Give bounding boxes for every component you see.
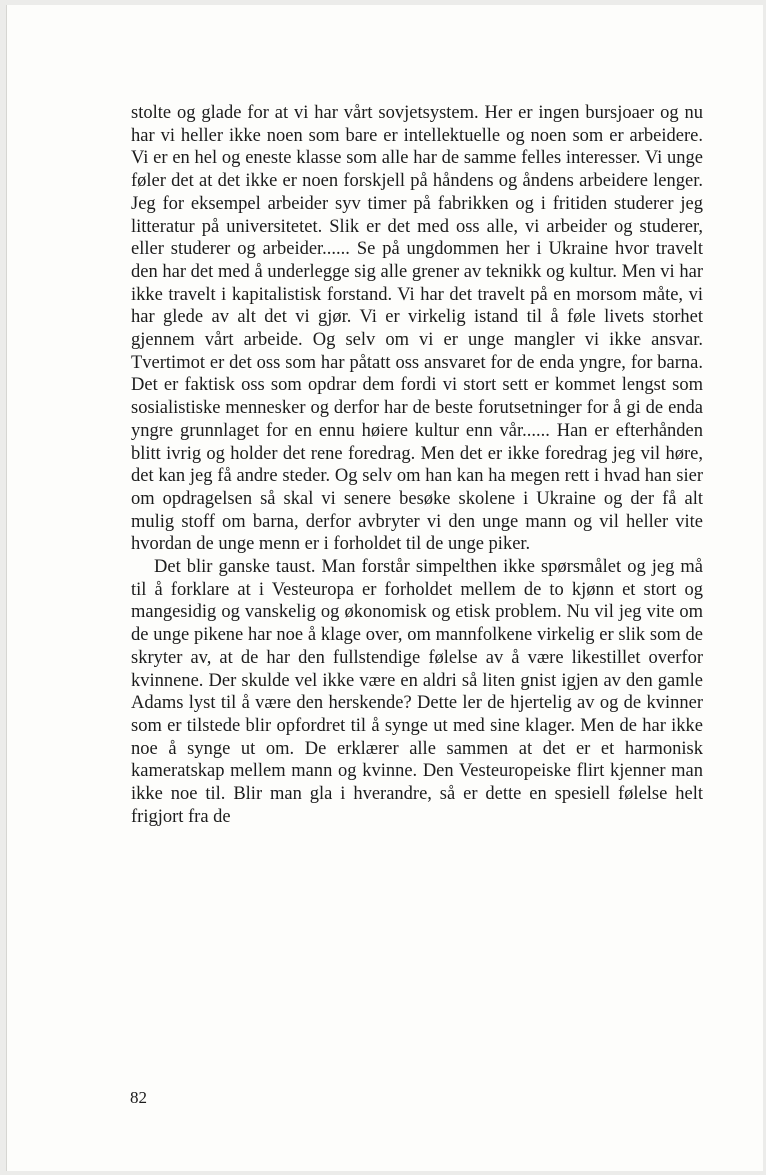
page-number: 82 bbox=[130, 1088, 147, 1107]
book-page bbox=[6, 5, 763, 1171]
body-text bbox=[131, 102, 703, 829]
paragraph-1: stolte og glade for at vi har vårt sovjetsystem. Her er ingen bursjoaer og nu har vi heller ikke noen som bare er intellektuelle og noen som er arbeidere. Vi er en hel og eneste klasse som alle har de samme felles interesser. Vi unge føler det at det ikke er noen forskjell på håndens og åndens arbeidere lenger. Jeg for eksempel arbeider syv timer på fabrikken og i fritiden studerer jeg litteratur på universitetet. Slik er det med oss alle, vi arbeider og studerer, eller studerer og arbeider...... Se på ungdommen her i Ukraine hvor travelt den har det med å underlegge sig alle grener av teknikk og kultur. Men vi har ikke travelt i kapitalistisk forstand. Vi har det travelt på en morsom måte, vi har glede av alt det vi gjør. Vi er virkelig istand til å føle livets storhet gjennem vårt arbeide. Og selv om vi er unge mangler vi ikke ansvar. Tvertimot er det oss som har påtatt oss ansvaret for de enda yngre, for barna. Det er faktisk oss som opdrar dem fordi vi stort sett er kommet lengst som sosialistiske mennesker og derfor har de beste forutsetninger for å gi de enda yngre grunnlaget for en ennu høiere kultur enn vår...... Han er efterhånden blitt ivrig og holder det rene foredrag. Men det er ikke foredrag jeg vil høre, det kan jeg få andre steder. Og selv om han kan ha megen rett i hvad han sier om opdragelsen så skal vi senere besøke skolene i Ukraine og der få alt mulig stoff om barna, derfor avbryter vi den unge mann og vil heller vite hvordan de unge menn er i forholdet til de unge piker. bbox=[131, 103, 703, 555]
paragraph-2: Det blir ganske taust. Man forstår simpelthen ikke spørsmålet og jeg må til å forklare at i Vesteuropa er forholdet mellem de to kjønn et stort og mangesidig og vanskelig og økonomisk og etisk problem. Nu vil jeg vite om de unge pikene har noe å klage over, om mannfolkene virkelig er slik som de skryter av, at de har den fullstendige følelse av å være likestillet overfor kvinnene. Der skulde vel ikke være en aldri så liten gnist igjen av den gamle Adams lyst til å være den herskende? Dette ler de hjertelig av og de kvinner som er tilstede blir opfordret til å synge ut med sine klager. Men de har ikke noe å synge ut om. De erklærer alle sammen at det er et harmonisk kameratskap mellem mann og kvinne. Den Vesteuropeiske flirt kjenner man ikke noe til. Blir man gla i hverandre, så er dette en spesiell følelse helt frigjort fra de bbox=[131, 557, 703, 827]
